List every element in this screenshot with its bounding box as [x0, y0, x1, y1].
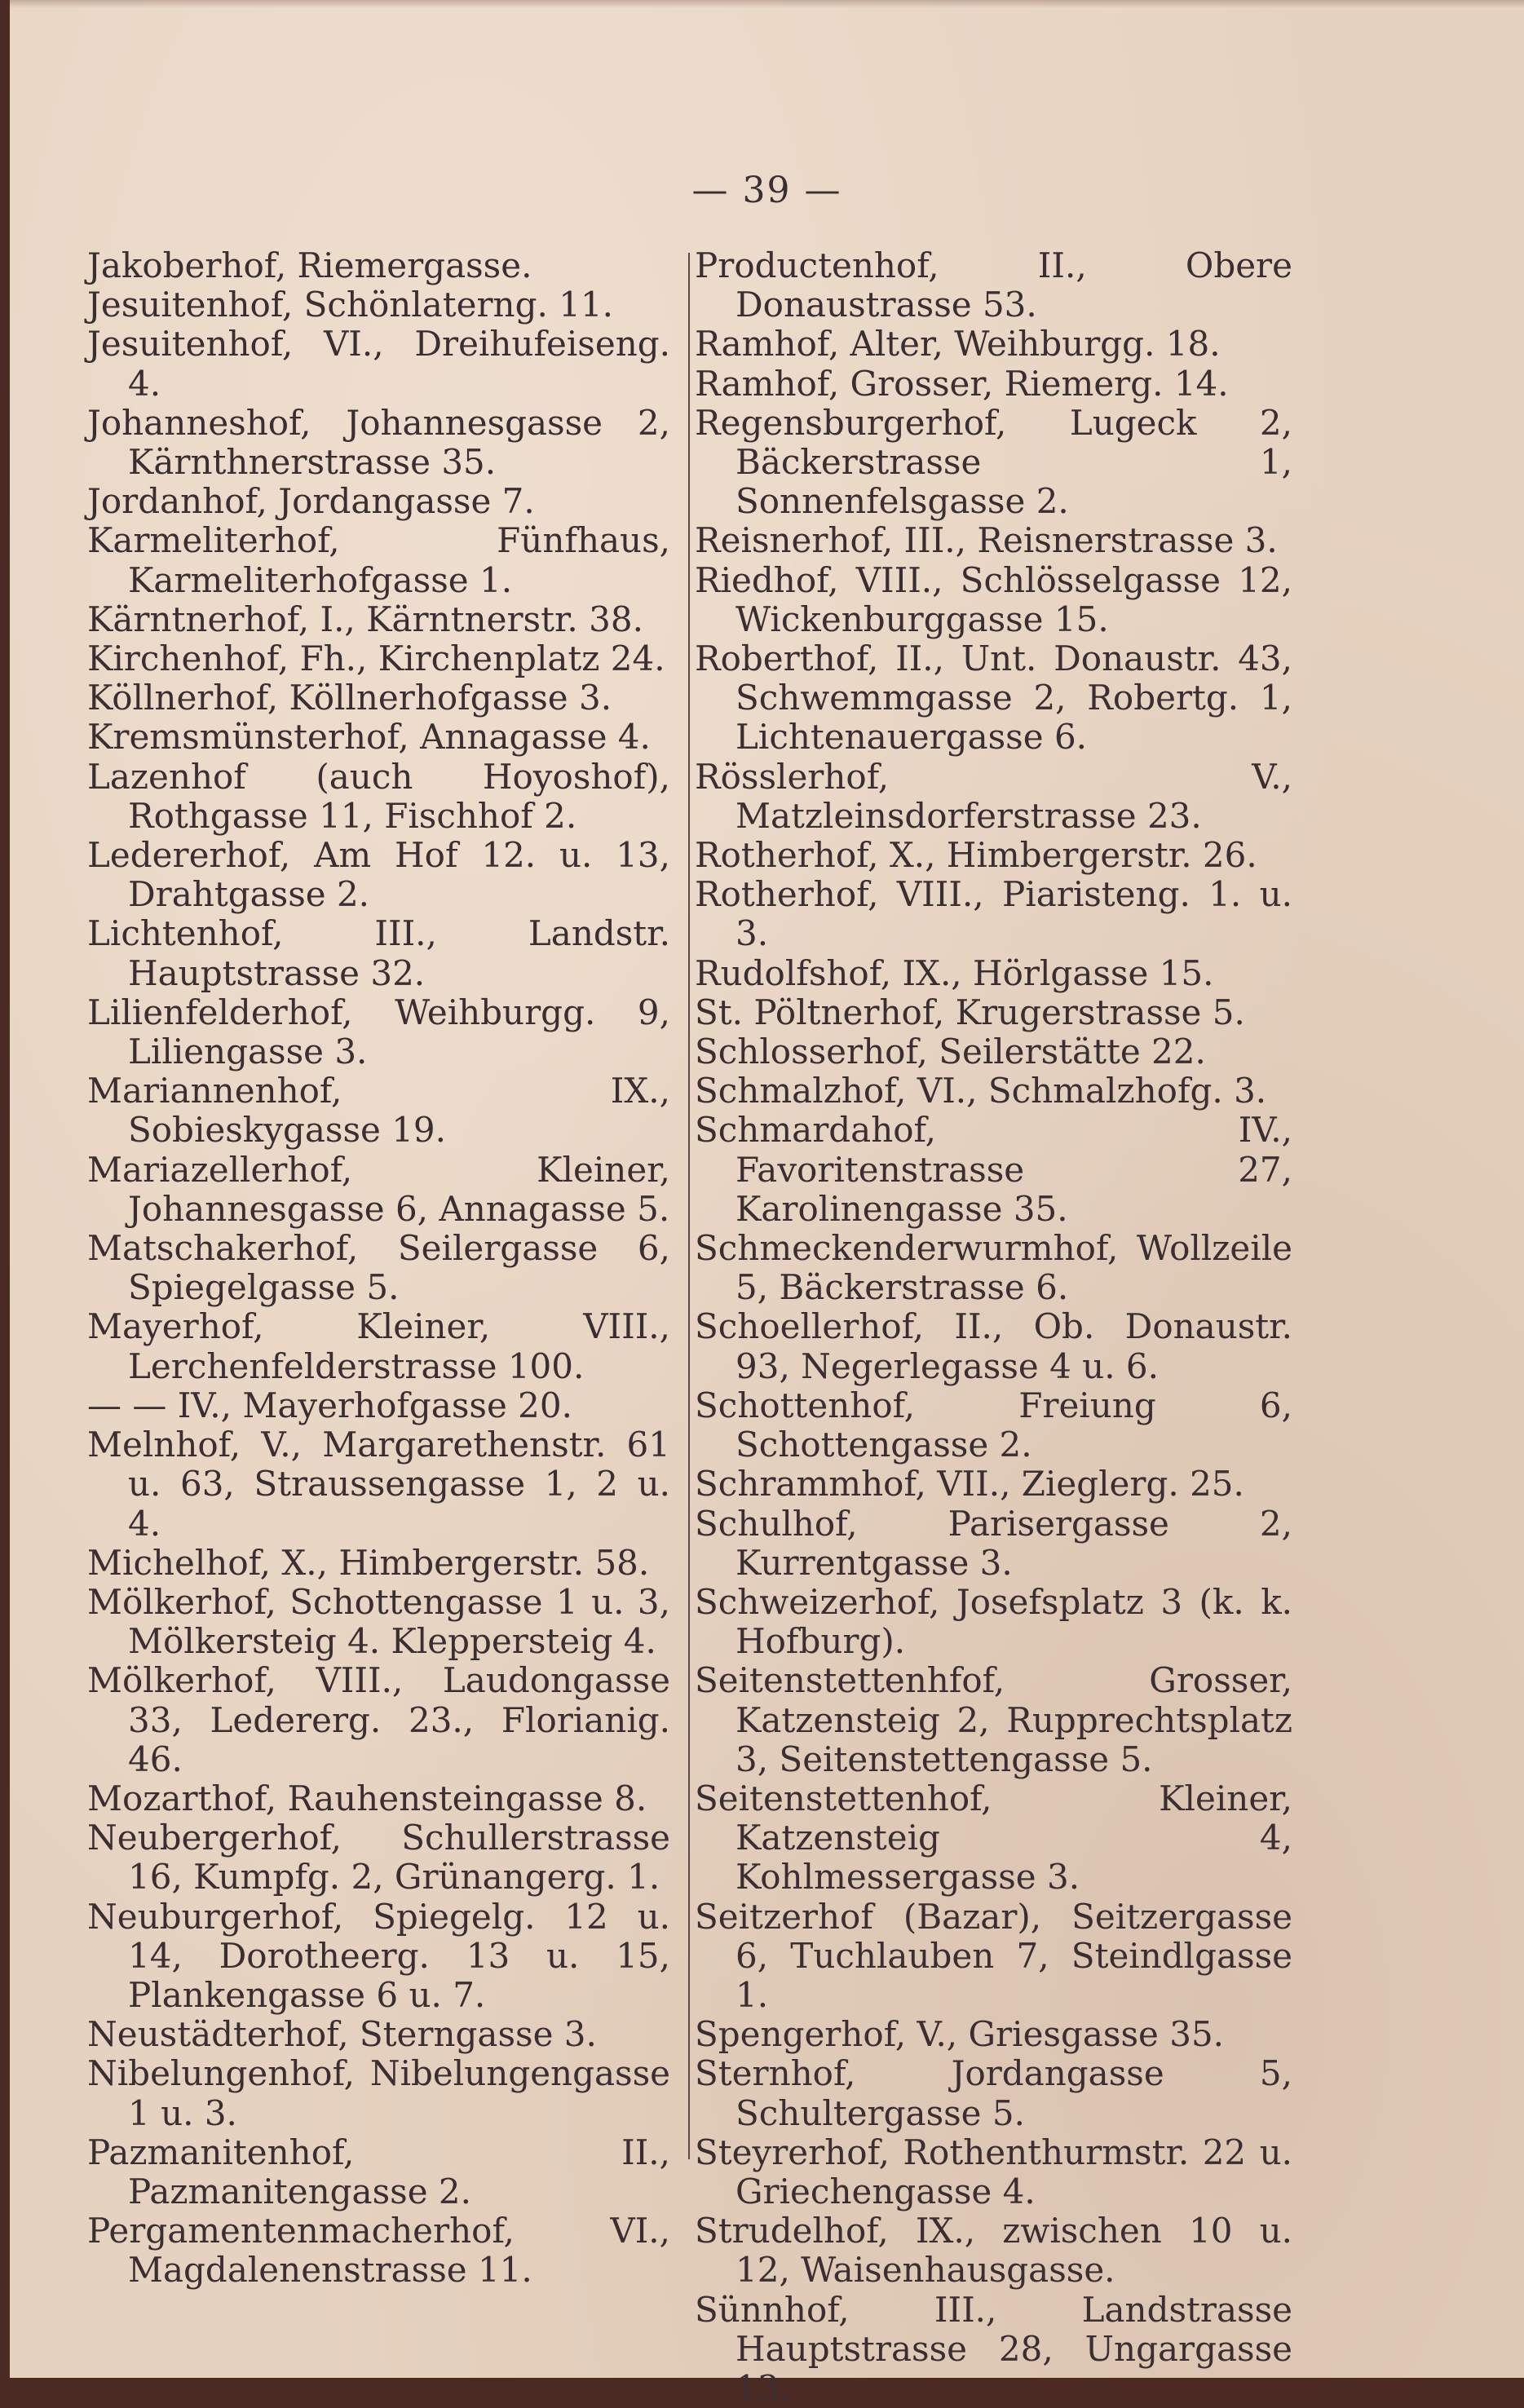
- right-column: [695, 246, 1292, 2408]
- list-item: Mölkerhof, Schottengasse 1 u. 3, Mölkersteig 4. Kleppersteig 4.: [87, 1581, 670, 1662]
- list-item: Kärntnerhof, I., Kärntnerstr. 38.: [87, 599, 643, 639]
- list-item: Matschakerhof, Seilergasse 6, Spiegelgasse 5.: [87, 1228, 670, 1308]
- list-item: — — IV., Mayerhofgasse 20.: [87, 1385, 572, 1425]
- list-item: Pergamentenmacherhof, VI., Magdalenenstrasse 11.: [87, 2211, 670, 2291]
- list-item: Nibelungenhof, Nibelungengasse 1 u. 3.: [87, 2053, 670, 2133]
- list-item: Schoellerhof, II., Ob. Donaustr. 93, Negerlegasse 4 u. 6.: [695, 1306, 1292, 1386]
- list-item: Rudolfshof, IX., Hörlgasse 15.: [695, 952, 1214, 993]
- list-item: Roberthof, II., Unt. Donaustr. 43, Schwemmgasse 2, Robertg. 1, Lichtenauergasse 6.: [695, 638, 1292, 758]
- list-item: Sternhof, Jordangasse 5, Schultergasse 5.: [695, 2053, 1292, 2133]
- list-item: Steyrerhof, Rothenthurmstr. 22 u. Griechengasse 4.: [695, 2132, 1292, 2211]
- list-item: Rotherhof, X., Himbergerstr. 26.: [695, 835, 1257, 876]
- list-item: Lazenhof (auch Hoyoshof), Rothgasse 11, Fischhof 2.: [87, 756, 670, 836]
- list-item: Riedhof, VIII., Schlösselgasse 12, Wickenburggasse 15.: [695, 559, 1292, 639]
- list-item: Jesuitenhof, VI., Dreihufeiseng. 4.: [87, 324, 670, 404]
- list-item: Neuburgerhof, Spiegelg. 12 u. 14, Dorotheerg. 13 u. 15, Plankengasse 6 u. 7.: [87, 1896, 670, 2015]
- list-item: Rösslerhof, V., Matzleinsdorferstrasse 23.: [695, 756, 1292, 836]
- list-item: Mayerhof, Kleiner, VIII., Lerchenfelderstrasse 100.: [87, 1306, 670, 1386]
- list-item: Köllnerhof, Köllnerhofgasse 3.: [87, 678, 612, 718]
- list-item: Kirchenhof, Fh., Kirchenplatz 24.: [87, 638, 665, 679]
- column-divider-tail: [688, 2104, 690, 2159]
- list-item: Schmardahof, IV., Favoritenstrasse 27, Karolinengasse 35.: [695, 1110, 1292, 1229]
- list-item: Schmalzhof, VI., Schmalzhofg. 3.: [695, 1071, 1267, 1111]
- list-item: Ledererhof, Am Hof 12. u. 13, Drahtgasse 2.: [87, 835, 670, 915]
- list-item: Jakoberhof, Riemergasse.: [87, 245, 532, 285]
- list-item: Reisnerhof, III., Reisnerstrasse 3.: [695, 520, 1278, 561]
- list-item: Karmeliterhof, Fünfhaus, Karmeliterhofgasse 1.: [87, 520, 670, 600]
- list-item: Schottenhof, Freiung 6, Schottengasse 2.: [695, 1385, 1292, 1465]
- list-item: Mölkerhof, VIII., Laudongasse 33, Ledererg. 23., Florianig. 46.: [87, 1660, 670, 1779]
- list-item: Sünnhof, III., Landstrasse Hauptstrasse 28, Ungargasse 13.: [695, 2289, 1292, 2408]
- list-item: Mozarthof, Rauhensteingasse 8.: [87, 1778, 647, 1818]
- list-item: Melnhof, V., Margarethenstr. 61 u. 63, Straussengasse 1, 2 u. 4.: [87, 1425, 670, 1544]
- list-item: Schulhof, Parisergasse 2, Kurrentgasse 3.: [695, 1503, 1292, 1583]
- list-item: Spengerhof, V., Griesgasse 35.: [695, 2014, 1225, 2055]
- column-divider: [688, 253, 690, 2145]
- list-item: Schmeckenderwurmhof, Wollzeile 5, Bäckerstrasse 6.: [695, 1228, 1292, 1308]
- list-item: Schlosserhof, Seilerstätte 22.: [695, 1032, 1206, 1072]
- list-item: Kremsmünsterhof, Annagasse 4.: [87, 717, 651, 758]
- list-item: Seitenstettenhfof, Grosser, Katzensteig 2, Rupprechtsplatz 3, Seitenstettengasse 5.: [695, 1660, 1292, 1779]
- list-item: Pazmanitenhof, II., Pazmanitengasse 2.: [87, 2132, 670, 2211]
- list-item: Seitzerhof (Bazar), Seitzergasse 6, Tuchlauben 7, Steindlgasse 1.: [695, 1896, 1292, 2015]
- list-item: Ramhof, Grosser, Riemerg. 14.: [695, 363, 1229, 404]
- list-item: Lilienfelderhof, Weihburgg. 9, Liliengasse 3.: [87, 992, 670, 1072]
- page-number: — 39 —: [691, 170, 842, 211]
- list-item: Jordanhof, Jordangasse 7.: [87, 481, 535, 522]
- list-item: Ramhof, Alter, Weihburgg. 18.: [695, 324, 1221, 365]
- list-item: Strudelhof, IX., zwischen 10 u. 12, Waisenhausgasse.: [695, 2211, 1292, 2291]
- list-item: Schweizerhof, Josefsplatz 3 (k. k. Hofburg).: [695, 1581, 1292, 1662]
- page-top-edge: [10, 0, 1524, 8]
- list-item: Michelhof, X., Himbergerstr. 58.: [87, 1542, 650, 1583]
- list-item: Rotherhof, VIII., Piaristeng. 1. u. 3.: [695, 874, 1292, 954]
- list-item: Schrammhof, VII., Zieglerg. 25.: [695, 1464, 1244, 1504]
- left-column: [87, 246, 670, 2291]
- list-item: Regensburgerhof, Lugeck 2, Bäckerstrasse 1, Sonnenfelsgasse 2.: [695, 402, 1292, 522]
- list-item: Mariazellerhof, Kleiner, Johannesgasse 6, Annagasse 5.: [87, 1149, 670, 1229]
- list-item: Jesuitenhof, Schönlaterng. 11.: [87, 285, 613, 325]
- list-item: St. Pöltnerhof, Krugerstrasse 5.: [695, 992, 1245, 1032]
- list-item: Neustädterhof, Sterngasse 3.: [87, 2014, 597, 2055]
- list-item: Seitenstettenhof, Kleiner, Katzensteig 4, Kohlmessergasse 3.: [695, 1778, 1292, 1898]
- list-item: Neubergerhof, Schullerstrasse 16, Kumpfg. 2, Grünangerg. 1.: [87, 1818, 670, 1898]
- list-item: Productenhof, II., Obere Donaustrasse 53.: [695, 245, 1292, 325]
- list-item: Mariannenhof, IX., Sobieskygasse 19.: [87, 1071, 670, 1151]
- book-page: [10, 0, 1524, 2408]
- list-item: Lichtenhof, III., Landstr. Hauptstrasse 32.: [87, 913, 670, 993]
- list-item: Johanneshof, Johannesgasse 2, Kärnthnerstrasse 35.: [87, 402, 670, 483]
